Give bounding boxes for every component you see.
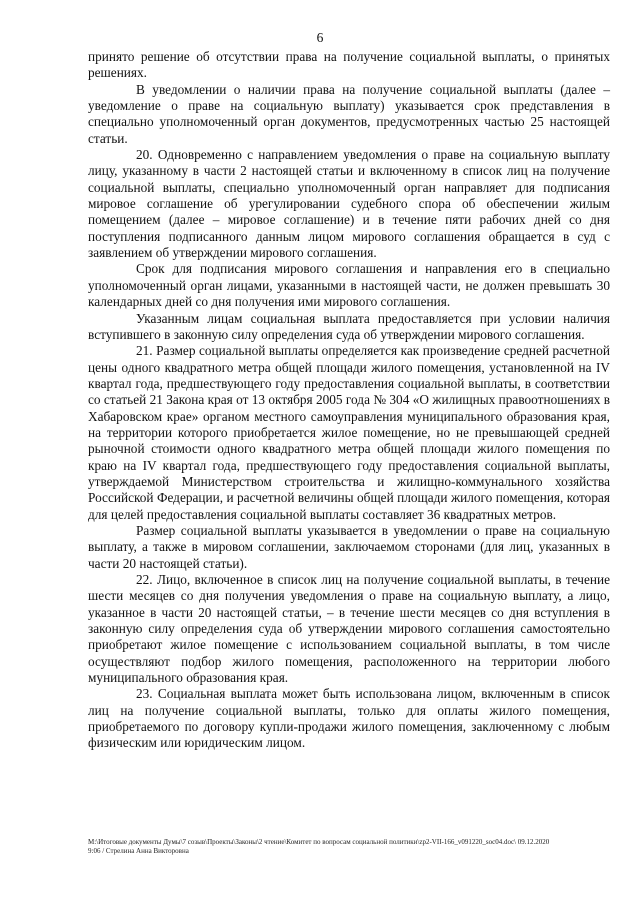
paragraph-clause-22: 22. Лицо, включенное в список лиц на получение социальной выплаты, в течение шести месяцев со дня получения уведомления о праве на социальную выплату, а лицо, указанное в части 20 настоящей статьи, – в течение шести месяцев со дня вступления в законную силу определения суда об утверждении мирового соглашения самостоятельно приобретают жилое помещение с использованием социальной выплаты, в том числе осуществляют подбор жилого помещения, расположенного на территории любого муниципального образования края. bbox=[88, 572, 610, 686]
paragraph-continuation: принято решение об отсутствии права на получение социальной выплаты, о принятых решениях. bbox=[88, 49, 610, 81]
paragraph-clause-21: 21. Размер социальной выплаты определяется как произведение средней расчетной цены одного квадратного метра общей площади жилого помещения, установленной на IV квартал года, предшествующего году предоставления социальной выплаты, в соответствии со статьей 21 Закона края от 13 октября 2005 года № 304 «О жилищных правоотношениях в Хабаровском крае» органом местного самоуправления муниципального образования края, на территории которого приобретается жилое помещение, но не превышающей средней рыночной стоимости одного квадратного метра общей площади жилого помещения по краю на IV квартал года, предшествующего году предоставления социальной выплаты, утверждаемой Министерством строительства и жилищно-коммунального хозяйства Российской Федерации, и расчетной величины общей площади жилого помещения, которая для целей предоставления социальной выплаты составляет 36 квадратных метров. bbox=[88, 343, 610, 522]
paragraph-signing-term: Срок для подписания мирового соглашения и направления его в специально уполномоченный орган лицами, указанными в настоящей части, не должен превышать 30 календарных дней со дня получения ими мирового соглашения. bbox=[88, 261, 610, 310]
paragraph-clause-20: 20. Одновременно с направлением уведомления о праве на социальную выплату лицу, указанному в части 2 настоящей статьи и включенному в список лиц на получение социальной выплаты, специально уполномоченный орган направляет для подписания мировое соглашение об урегулировании судебного спора об обеспечении жилым помещением (далее – мировое соглашение) и в течение пяти рабочих дней со дня поступления подписанного данным лицом мирового соглашения обращается в суд с заявлением об утверждении мирового соглашения. bbox=[88, 147, 610, 261]
footer-author: 9:06 / Стрелина Анна Викторовна bbox=[88, 847, 189, 855]
paragraph-clause-23: 23. Социальная выплата может быть использована лицом, включенным в список лиц на получение социальной выплаты, только для оплаты жилого помещения, приобретаемого по договору купли-продажи жилого помещения, заключенному с любым физическим или юридическим лицом. bbox=[88, 686, 610, 751]
footer-file-path: M:\Итоговые документы Думы\7 созыв\Проекты\Законы\2 чтение\Комитет по вопросам социальной политики\zp2-VII-166_v091220_soc04.doc\ 09.12.2020 bbox=[88, 838, 550, 846]
paragraph-payment-condition: Указанным лицам социальная выплата предоставляется при условии наличия вступившего в законную силу определения суда об утверждении мирового соглашения. bbox=[88, 310, 610, 342]
paragraph-notification-deadline: В уведомлении о наличии права на получение социальной выплаты (далее – уведомление о праве на социальную выплату) указывается срок представления в специально уполномоченный орган документов, предусмотренных частью 25 настоящей статьи. bbox=[88, 81, 610, 146]
document-footer bbox=[88, 838, 618, 856]
paragraph-payment-amount: Размер социальной выплаты указывается в уведомлении о праве на социальную выплату, а также в мировом соглашении, заключаемом сторонами (для лиц, указанных в части 20 настоящей статьи). bbox=[88, 522, 610, 571]
page-number: 6 bbox=[316, 30, 324, 45]
document-body bbox=[88, 49, 610, 752]
